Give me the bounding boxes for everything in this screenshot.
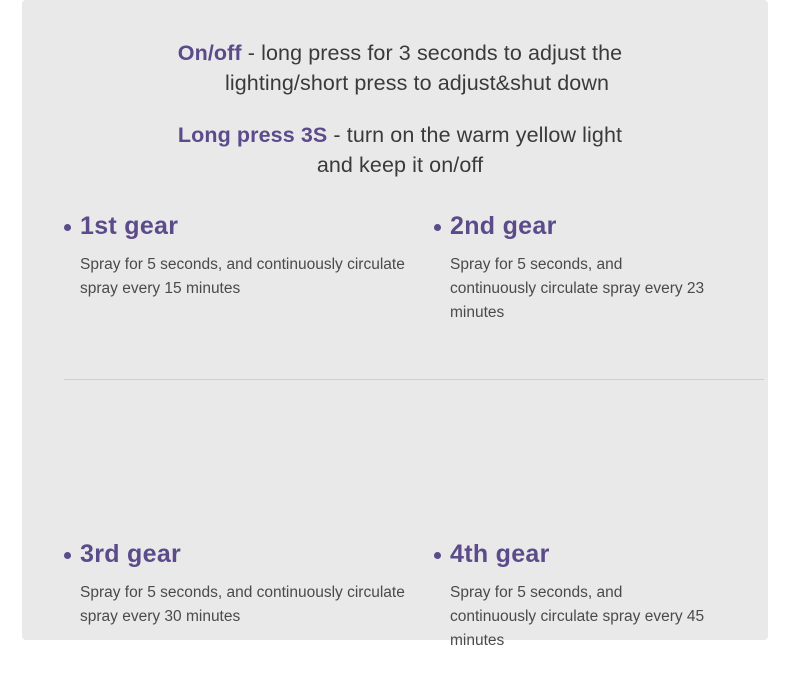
instructions-section xyxy=(22,0,768,180)
gear-title-3rd-text: 3rd gear xyxy=(80,540,182,568)
instruction-onoff-text1: long press for 3 seconds to adjust the xyxy=(261,41,623,65)
gear-grid xyxy=(22,212,768,653)
gear-desc-2nd: Spray for 5 seconds, and continuously circulate spray every 23 minutes xyxy=(450,256,705,321)
gear-cell-4th xyxy=(414,540,768,653)
instruction-onoff-label: On/off xyxy=(177,41,242,65)
gear-desc-4th: Spray for 5 seconds, and continuously circulate spray every 45 minutes xyxy=(450,584,705,649)
gear-row-1 xyxy=(22,212,768,325)
bullet-icon xyxy=(64,552,71,559)
gear-title-2nd xyxy=(434,212,768,241)
instruction-onoff-line1 xyxy=(22,38,768,68)
gear-title-3rd xyxy=(64,540,414,569)
gear-desc-3rd: Spray for 5 seconds, and continuously circulate spray every 30 minutes xyxy=(80,584,405,625)
gear-row-2 xyxy=(22,540,768,653)
instruction-onoff-line2: lighting/short press to adjust&shut down xyxy=(224,71,610,95)
instruction-longpress xyxy=(22,120,768,180)
gear-title-4th xyxy=(434,540,768,569)
instruction-longpress-text1: turn on the warm yellow light xyxy=(346,123,623,147)
bullet-icon xyxy=(64,224,71,231)
gear-title-1st-text: 1st gear xyxy=(80,212,179,240)
instruction-longpress-line2: and keep it on/off xyxy=(316,153,484,177)
gear-desc-1st: Spray for 5 seconds, and continuously circulate spray every 15 minutes xyxy=(80,256,405,297)
instruction-longpress-dash: - xyxy=(327,123,347,147)
gear-cell-1st xyxy=(22,212,414,325)
info-panel xyxy=(22,0,768,649)
row-divider xyxy=(64,379,764,380)
gear-title-1st xyxy=(64,212,414,241)
bullet-icon xyxy=(434,224,441,231)
instruction-longpress-label: Long press 3S xyxy=(177,123,328,147)
gear-title-2nd-text: 2nd gear xyxy=(450,212,557,240)
gear-title-4th-text: 4th gear xyxy=(450,540,550,568)
bullet-icon xyxy=(434,552,441,559)
instruction-longpress-line1 xyxy=(22,120,768,150)
gear-cell-3rd xyxy=(22,540,414,653)
instruction-onoff xyxy=(22,38,768,98)
instruction-onoff-dash: - xyxy=(241,41,262,65)
gear-cell-2nd xyxy=(414,212,768,325)
